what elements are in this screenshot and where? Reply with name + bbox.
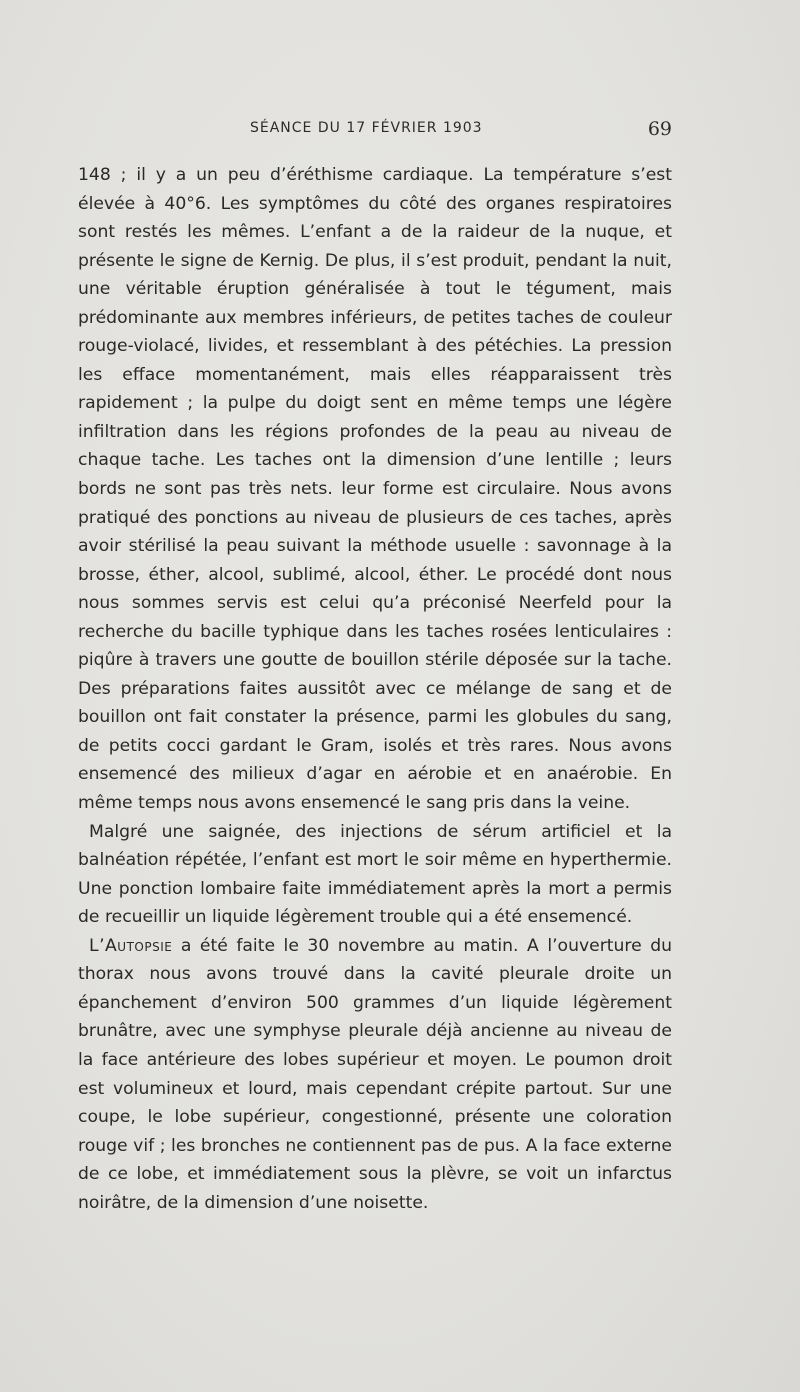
page-number: 69 (647, 118, 672, 140)
running-head (78, 118, 672, 144)
paragraph-death-text: Malgré une saignée, des injections de sérum artificiel et la balnéation répétée, l’enfant est mort le soir même en hyperthermie. Une ponction lombaire faite immédiatement après la mort a permis de recueillir un liquide légèrement trouble qui a été ensemencé. (78, 821, 672, 928)
paragraph-autopsy (78, 932, 672, 1217)
paragraph-clinical-course (78, 161, 672, 818)
paragraph-autopsy-text: a été faite le 30 novembre au matin. A l’ouverture du thorax nous avons trouvé dans la cavité pleurale droite un épanchement d’environ 500 grammes d’un liquide légèrement brunâtre, avec une symphyse pleurale déjà ancienne au niveau de la face antérieure des lobes supérieur et moyen. Le poumon droit est volumineux et lourd, mais cependant crépite partout. Sur une coupe, le lobe supérieur, congestionné, présente une coloration rouge vif ; les bronches ne contiennent pas de pus. A la face externe de ce lobe, et immédiatement sous la plèvre, se voit un infarctus noirâtre, de la dimension d’une noisette. (78, 935, 672, 1213)
running-title: SÉANCE DU 17 FÉVRIER 1903 (250, 120, 483, 136)
autopsy-lead: L’Autopsie (89, 935, 173, 956)
paragraph-death (78, 818, 672, 932)
body-text (78, 161, 672, 1217)
paragraph-clinical-course-text: 148 ; il y a un peu d’éréthisme cardiaque. La température s’est élevée à 40°6. Les symptômes du côté des organes respiratoires sont restés les mêmes. L’enfant a de la raideur de la nuque, et présente le signe de Kernig. De plus, il s’est produit, pendant la nuit, une véritable éruption généralisée à tout le tégument, mais prédominante aux membres inférieurs, de petites taches de couleur rouge-violacé, livides, et ressemblant à des pétéchies. La pression les efface momentanément, mais elles réapparaissent très rapidement ; la pulpe du doigt sent en même temps une légère infiltration dans les régions profondes de la peau au niveau de chaque tache. Les taches ont la dimension d’une lentille ; leurs bords ne sont pas très nets. leur forme est circulaire. Nous avons pratiqué des ponctions au niveau de plusieurs de ces taches, après avoir stérilisé la peau suivant la méthode usuelle : savonnage à la brosse, éther, alcool, sublimé, alcool, éther. Le procédé dont nous nous sommes servis est celui qu’a préconisé Neerfeld pour la recherche du bacille typhique dans les taches rosées lenticulaires : piqûre à travers une goutte de bouillon stérile déposée sur la tache. Des préparations faites aussitôt avec ce mélange de sang et de bouillon ont fait constater la présence, parmi les globules du sang, de petits cocci gardant le Gram, isolés et très rares. Nous avons ensemencé des milieux d’agar en aérobie et en anaérobie. En même temps nous avons ensemencé le sang pris dans la veine. (78, 165, 672, 814)
